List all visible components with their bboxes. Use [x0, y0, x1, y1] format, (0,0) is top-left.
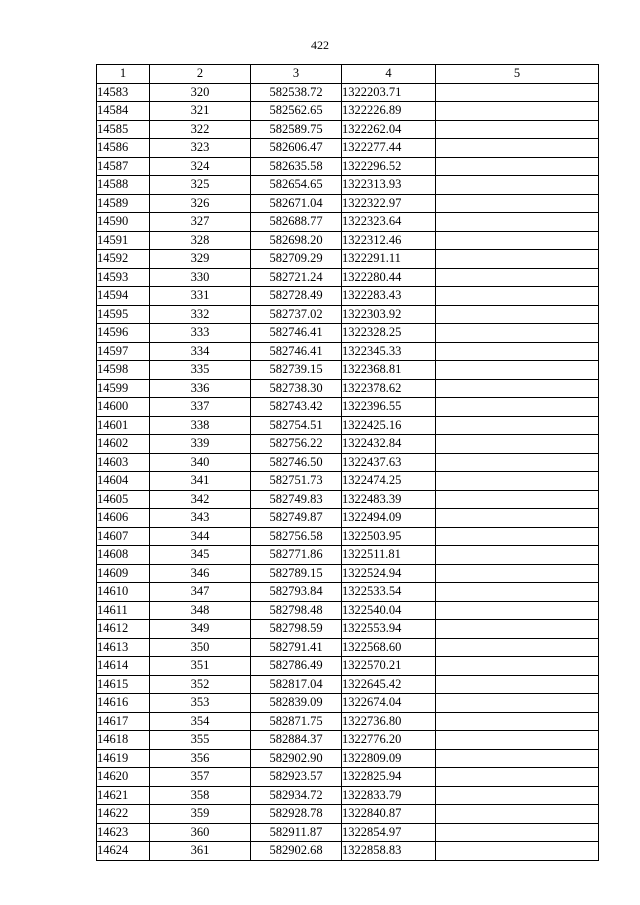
x-coordinate-cell: 582884.37 — [251, 731, 342, 750]
point-number-cell: 341 — [150, 472, 251, 491]
page-number: 422 — [311, 38, 329, 52]
x-coordinate-cell: 582743.42 — [251, 398, 342, 417]
y-coordinate-cell: 1322203.71 — [342, 83, 436, 102]
x-coordinate-cell: 582923.57 — [251, 768, 342, 787]
x-coordinate-cell: 582589.75 — [251, 120, 342, 139]
point-number-cell: 347 — [150, 583, 251, 602]
table-row — [97, 250, 599, 269]
table-row — [97, 472, 599, 491]
point-number-cell: 331 — [150, 287, 251, 306]
record-number-cell: 14603 — [97, 453, 150, 472]
table-row — [97, 583, 599, 602]
point-number-cell: 350 — [150, 638, 251, 657]
record-number-cell: 14595 — [97, 305, 150, 324]
y-coordinate-cell: 1322277.44 — [342, 139, 436, 158]
record-number-cell: 14611 — [97, 601, 150, 620]
point-number-cell: 334 — [150, 342, 251, 361]
table-row — [97, 823, 599, 842]
point-number-cell: 342 — [150, 490, 251, 509]
table-row — [97, 527, 599, 546]
point-number-cell: 351 — [150, 657, 251, 676]
table-row — [97, 305, 599, 324]
record-number-cell: 14599 — [97, 379, 150, 398]
column-header: 5 — [436, 65, 599, 84]
point-number-cell: 338 — [150, 416, 251, 435]
point-number-cell: 360 — [150, 823, 251, 842]
table-row — [97, 398, 599, 417]
y-coordinate-cell: 1322432.84 — [342, 435, 436, 454]
x-coordinate-cell: 582798.59 — [251, 620, 342, 639]
record-number-cell: 14612 — [97, 620, 150, 639]
record-number-cell: 14602 — [97, 435, 150, 454]
y-coordinate-cell: 1322313.93 — [342, 176, 436, 195]
x-coordinate-cell: 582538.72 — [251, 83, 342, 102]
x-coordinate-cell: 582738.30 — [251, 379, 342, 398]
table-row — [97, 564, 599, 583]
record-number-cell: 14589 — [97, 194, 150, 213]
table-row — [97, 490, 599, 509]
x-coordinate-cell: 582756.58 — [251, 527, 342, 546]
x-coordinate-cell: 582688.77 — [251, 213, 342, 232]
notes-cell — [436, 157, 599, 176]
point-number-cell: 340 — [150, 453, 251, 472]
point-number-cell: 357 — [150, 768, 251, 787]
x-coordinate-cell: 582934.72 — [251, 786, 342, 805]
notes-cell — [436, 416, 599, 435]
point-number-cell: 353 — [150, 694, 251, 713]
record-number-cell: 14596 — [97, 324, 150, 343]
point-number-cell: 330 — [150, 268, 251, 287]
notes-cell — [436, 638, 599, 657]
notes-cell — [436, 712, 599, 731]
record-number-cell: 14607 — [97, 527, 150, 546]
notes-cell — [436, 268, 599, 287]
column-header: 4 — [342, 65, 436, 84]
record-number-cell: 14621 — [97, 786, 150, 805]
y-coordinate-cell: 1322328.25 — [342, 324, 436, 343]
x-coordinate-cell: 582746.50 — [251, 453, 342, 472]
x-coordinate-cell: 582746.41 — [251, 342, 342, 361]
x-coordinate-cell: 582746.41 — [251, 324, 342, 343]
y-coordinate-cell: 1322291.11 — [342, 250, 436, 269]
y-coordinate-cell: 1322511.81 — [342, 546, 436, 565]
point-number-cell: 359 — [150, 805, 251, 824]
x-coordinate-cell: 582671.04 — [251, 194, 342, 213]
record-number-cell: 14604 — [97, 472, 150, 491]
record-number-cell: 14592 — [97, 250, 150, 269]
table-row — [97, 768, 599, 787]
point-number-cell: 344 — [150, 527, 251, 546]
notes-cell — [436, 490, 599, 509]
notes-cell — [436, 786, 599, 805]
table-row — [97, 657, 599, 676]
column-header: 3 — [251, 65, 342, 84]
record-number-cell: 14593 — [97, 268, 150, 287]
notes-cell — [436, 176, 599, 195]
point-number-cell: 339 — [150, 435, 251, 454]
point-number-cell: 324 — [150, 157, 251, 176]
y-coordinate-cell: 1322524.94 — [342, 564, 436, 583]
point-number-cell: 323 — [150, 139, 251, 158]
notes-cell — [436, 398, 599, 417]
point-number-cell: 352 — [150, 675, 251, 694]
point-number-cell: 329 — [150, 250, 251, 269]
notes-cell — [436, 749, 599, 768]
x-coordinate-cell: 582562.65 — [251, 102, 342, 121]
table-row — [97, 83, 599, 102]
column-header: 1 — [97, 65, 150, 84]
notes-cell — [436, 231, 599, 250]
notes-cell — [436, 379, 599, 398]
table-row — [97, 361, 599, 380]
y-coordinate-cell: 1322378.62 — [342, 379, 436, 398]
table-row — [97, 120, 599, 139]
x-coordinate-cell: 582902.68 — [251, 842, 342, 861]
x-coordinate-cell: 582771.86 — [251, 546, 342, 565]
table-row — [97, 805, 599, 824]
record-number-cell: 14620 — [97, 768, 150, 787]
x-coordinate-cell: 582786.49 — [251, 657, 342, 676]
x-coordinate-cell: 582698.20 — [251, 231, 342, 250]
record-number-cell: 14617 — [97, 712, 150, 731]
point-number-cell: 327 — [150, 213, 251, 232]
table-row — [97, 842, 599, 861]
point-number-cell: 354 — [150, 712, 251, 731]
notes-cell — [436, 83, 599, 102]
table-row — [97, 638, 599, 657]
record-number-cell: 14624 — [97, 842, 150, 861]
notes-cell — [436, 453, 599, 472]
y-coordinate-cell: 1322312.46 — [342, 231, 436, 250]
record-number-cell: 14597 — [97, 342, 150, 361]
table-row — [97, 416, 599, 435]
x-coordinate-cell: 582817.04 — [251, 675, 342, 694]
y-coordinate-cell: 1322568.60 — [342, 638, 436, 657]
y-coordinate-cell: 1322322.97 — [342, 194, 436, 213]
notes-cell — [436, 342, 599, 361]
record-number-cell: 14590 — [97, 213, 150, 232]
notes-cell — [436, 509, 599, 528]
record-number-cell: 14583 — [97, 83, 150, 102]
point-number-cell: 337 — [150, 398, 251, 417]
y-coordinate-cell: 1322809.09 — [342, 749, 436, 768]
x-coordinate-cell: 582654.65 — [251, 176, 342, 195]
record-number-cell: 14609 — [97, 564, 150, 583]
y-coordinate-cell: 1322854.97 — [342, 823, 436, 842]
y-coordinate-cell: 1322776.20 — [342, 731, 436, 750]
point-number-cell: 332 — [150, 305, 251, 324]
record-number-cell: 14618 — [97, 731, 150, 750]
y-coordinate-cell: 1322323.64 — [342, 213, 436, 232]
x-coordinate-cell: 582635.58 — [251, 157, 342, 176]
notes-cell — [436, 472, 599, 491]
point-number-cell: 326 — [150, 194, 251, 213]
notes-cell — [436, 805, 599, 824]
record-number-cell: 14606 — [97, 509, 150, 528]
x-coordinate-cell: 582749.87 — [251, 509, 342, 528]
record-number-cell: 14605 — [97, 490, 150, 509]
notes-cell — [436, 675, 599, 694]
notes-cell — [436, 620, 599, 639]
table-row — [97, 287, 599, 306]
x-coordinate-cell: 582756.22 — [251, 435, 342, 454]
notes-cell — [436, 250, 599, 269]
point-number-cell: 343 — [150, 509, 251, 528]
y-coordinate-cell: 1322553.94 — [342, 620, 436, 639]
x-coordinate-cell: 582902.90 — [251, 749, 342, 768]
record-number-cell: 14594 — [97, 287, 150, 306]
x-coordinate-cell: 582798.48 — [251, 601, 342, 620]
x-coordinate-cell: 582871.75 — [251, 712, 342, 731]
notes-cell — [436, 287, 599, 306]
table-row — [97, 157, 599, 176]
table-row — [97, 620, 599, 639]
y-coordinate-cell: 1322368.81 — [342, 361, 436, 380]
point-number-cell: 348 — [150, 601, 251, 620]
y-coordinate-cell: 1322540.04 — [342, 601, 436, 620]
table-row — [97, 712, 599, 731]
record-number-cell: 14598 — [97, 361, 150, 380]
x-coordinate-cell: 582709.29 — [251, 250, 342, 269]
y-coordinate-cell: 1322858.83 — [342, 842, 436, 861]
record-number-cell: 14591 — [97, 231, 150, 250]
table-row — [97, 268, 599, 287]
table-row — [97, 342, 599, 361]
y-coordinate-cell: 1322833.79 — [342, 786, 436, 805]
x-coordinate-cell: 582789.15 — [251, 564, 342, 583]
y-coordinate-cell: 1322533.54 — [342, 583, 436, 602]
point-number-cell: 358 — [150, 786, 251, 805]
point-number-cell: 321 — [150, 102, 251, 121]
y-coordinate-cell: 1322674.04 — [342, 694, 436, 713]
record-number-cell: 14614 — [97, 657, 150, 676]
y-coordinate-cell: 1322425.16 — [342, 416, 436, 435]
record-number-cell: 14622 — [97, 805, 150, 824]
table-row — [97, 749, 599, 768]
notes-cell — [436, 731, 599, 750]
notes-cell — [436, 305, 599, 324]
notes-cell — [436, 120, 599, 139]
notes-cell — [436, 527, 599, 546]
y-coordinate-cell: 1322262.04 — [342, 120, 436, 139]
table-row — [97, 139, 599, 158]
notes-cell — [436, 601, 599, 620]
table-row — [97, 601, 599, 620]
y-coordinate-cell: 1322296.52 — [342, 157, 436, 176]
record-number-cell: 14585 — [97, 120, 150, 139]
table-row — [97, 213, 599, 232]
table-row — [97, 675, 599, 694]
record-number-cell: 14616 — [97, 694, 150, 713]
x-coordinate-cell: 582793.84 — [251, 583, 342, 602]
y-coordinate-cell: 1322825.94 — [342, 768, 436, 787]
x-coordinate-cell: 582739.15 — [251, 361, 342, 380]
notes-cell — [436, 139, 599, 158]
table-row — [97, 731, 599, 750]
record-number-cell: 14601 — [97, 416, 150, 435]
notes-cell — [436, 213, 599, 232]
point-number-cell: 349 — [150, 620, 251, 639]
point-number-cell: 361 — [150, 842, 251, 861]
notes-cell — [436, 324, 599, 343]
y-coordinate-cell: 1322474.25 — [342, 472, 436, 491]
y-coordinate-cell: 1322396.55 — [342, 398, 436, 417]
record-number-cell: 14600 — [97, 398, 150, 417]
record-number-cell: 14588 — [97, 176, 150, 195]
notes-cell — [436, 842, 599, 861]
notes-cell — [436, 583, 599, 602]
y-coordinate-cell: 1322280.44 — [342, 268, 436, 287]
y-coordinate-cell: 1322494.09 — [342, 509, 436, 528]
record-number-cell: 14587 — [97, 157, 150, 176]
point-number-cell: 336 — [150, 379, 251, 398]
y-coordinate-cell: 1322226.89 — [342, 102, 436, 121]
y-coordinate-cell: 1322437.63 — [342, 453, 436, 472]
table-row — [97, 546, 599, 565]
notes-cell — [436, 194, 599, 213]
x-coordinate-cell: 582749.83 — [251, 490, 342, 509]
x-coordinate-cell: 582737.02 — [251, 305, 342, 324]
table-row — [97, 176, 599, 195]
y-coordinate-cell: 1322483.39 — [342, 490, 436, 509]
notes-cell — [436, 361, 599, 380]
table-row — [97, 435, 599, 454]
record-number-cell: 14584 — [97, 102, 150, 121]
table-row — [97, 509, 599, 528]
record-number-cell: 14613 — [97, 638, 150, 657]
table-row — [97, 324, 599, 343]
record-number-cell: 14619 — [97, 749, 150, 768]
y-coordinate-cell: 1322840.87 — [342, 805, 436, 824]
table-row — [97, 231, 599, 250]
notes-cell — [436, 768, 599, 787]
table-row — [97, 194, 599, 213]
record-number-cell: 14608 — [97, 546, 150, 565]
table-row — [97, 102, 599, 121]
record-number-cell: 14610 — [97, 583, 150, 602]
point-number-cell: 328 — [150, 231, 251, 250]
record-number-cell: 14623 — [97, 823, 150, 842]
y-coordinate-cell: 1322570.21 — [342, 657, 436, 676]
table-row — [97, 786, 599, 805]
point-number-cell: 356 — [150, 749, 251, 768]
point-number-cell: 345 — [150, 546, 251, 565]
x-coordinate-cell: 582911.87 — [251, 823, 342, 842]
table-body — [97, 83, 599, 860]
record-number-cell: 14615 — [97, 675, 150, 694]
point-number-cell: 320 — [150, 83, 251, 102]
record-number-cell: 14586 — [97, 139, 150, 158]
table-header-row — [97, 65, 599, 84]
y-coordinate-cell: 1322303.92 — [342, 305, 436, 324]
notes-cell — [436, 823, 599, 842]
table-row — [97, 694, 599, 713]
x-coordinate-cell: 582606.47 — [251, 139, 342, 158]
x-coordinate-cell: 582721.24 — [251, 268, 342, 287]
notes-cell — [436, 102, 599, 121]
point-number-cell: 333 — [150, 324, 251, 343]
x-coordinate-cell: 582791.41 — [251, 638, 342, 657]
notes-cell — [436, 435, 599, 454]
table-row — [97, 379, 599, 398]
notes-cell — [436, 694, 599, 713]
table-row — [97, 453, 599, 472]
x-coordinate-cell: 582839.09 — [251, 694, 342, 713]
y-coordinate-cell: 1322503.95 — [342, 527, 436, 546]
point-number-cell: 322 — [150, 120, 251, 139]
point-number-cell: 325 — [150, 176, 251, 195]
y-coordinate-cell: 1322736.80 — [342, 712, 436, 731]
notes-cell — [436, 657, 599, 676]
point-number-cell: 335 — [150, 361, 251, 380]
coordinates-table — [96, 64, 599, 861]
x-coordinate-cell: 582728.49 — [251, 287, 342, 306]
y-coordinate-cell: 1322645.42 — [342, 675, 436, 694]
column-header: 2 — [150, 65, 251, 84]
notes-cell — [436, 546, 599, 565]
x-coordinate-cell: 582751.73 — [251, 472, 342, 491]
x-coordinate-cell: 582928.78 — [251, 805, 342, 824]
point-number-cell: 355 — [150, 731, 251, 750]
notes-cell — [436, 564, 599, 583]
y-coordinate-cell: 1322283.43 — [342, 287, 436, 306]
x-coordinate-cell: 582754.51 — [251, 416, 342, 435]
point-number-cell: 346 — [150, 564, 251, 583]
y-coordinate-cell: 1322345.33 — [342, 342, 436, 361]
